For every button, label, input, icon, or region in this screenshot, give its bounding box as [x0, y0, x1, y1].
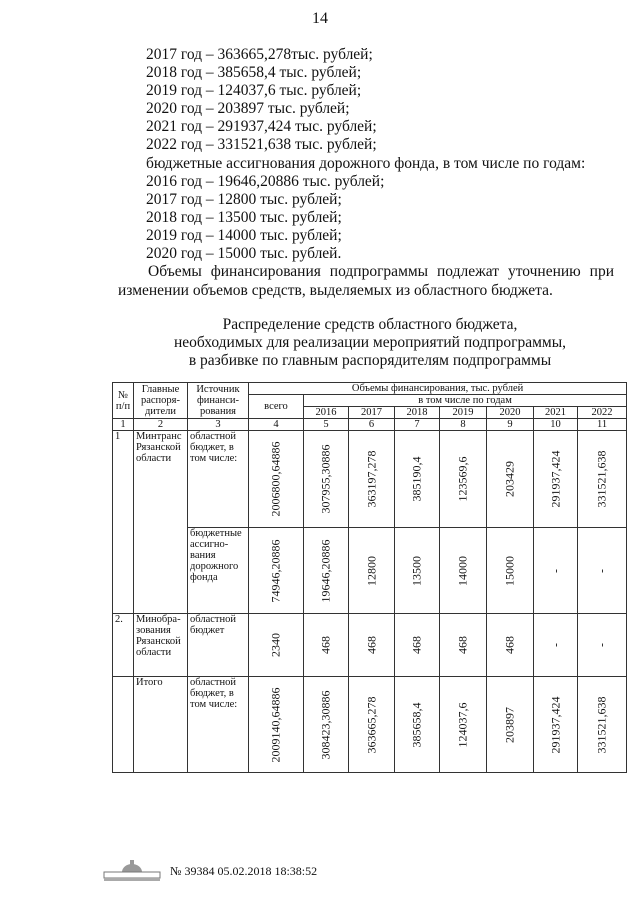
row-value	[249, 677, 304, 773]
title-line: в разбивке по главным распорядителям подпрограммы	[188, 352, 552, 369]
row-value	[349, 431, 395, 528]
funding-line: бюджетные ассигнования дорожного фонда, в том числе по годам:	[146, 154, 586, 172]
value-text: 385190,4	[409, 456, 424, 502]
funding-line: 2020 год – 203897 тыс. рублей;	[146, 100, 350, 118]
value-text: 2009140,64886	[268, 687, 283, 762]
funding-line: 2021 год – 291937,424 тыс. рублей;	[146, 118, 377, 136]
funding-line: 2019 год – 14000 тыс. рублей;	[146, 226, 342, 244]
value-text: 2006800,64886	[268, 441, 283, 517]
row-num	[113, 677, 134, 773]
building-logo-icon	[102, 860, 162, 882]
value-text: -	[594, 643, 609, 647]
column-number: 1	[113, 419, 134, 431]
funding-line: 2022 год – 331521,638 тыс. рублей;	[146, 136, 377, 154]
row-value	[487, 614, 534, 677]
row-value	[534, 677, 578, 773]
row-manager: Минтранс Рязанской области	[134, 431, 188, 614]
header-year: 2020	[487, 407, 534, 419]
row-value	[487, 677, 534, 773]
row-value	[249, 431, 304, 528]
funding-line: 2019 год – 124037,6 тыс. рублей;	[146, 82, 362, 100]
row-value	[440, 431, 487, 528]
page-number: 14	[312, 10, 328, 27]
row-value	[534, 431, 578, 528]
header-year: 2016	[304, 407, 349, 419]
value-text: 363197,278	[364, 450, 378, 508]
value-text: 12800	[364, 555, 378, 586]
footer-stamp	[102, 860, 317, 882]
value-text: 291937,424	[548, 696, 562, 753]
row-manager: Итого	[134, 677, 188, 773]
row-source: бюджетные ассигно-вания дорожного фонда	[188, 528, 249, 614]
row-value	[304, 677, 349, 773]
value-text: 203429	[502, 461, 517, 497]
row-value	[249, 614, 304, 677]
row-num: 1	[113, 431, 134, 614]
header-volumes: Объемы финансирования, тыс. рублей	[249, 383, 627, 395]
row-value	[349, 614, 395, 677]
funding-line: 2017 год – 363665,278тыс. рублей;	[146, 46, 373, 63]
header-year: 2017	[349, 407, 395, 419]
paragraph: Объемы финансирования подпрограммы подлежат уточнению при изменении объемов средств, выделяемых из областного бюджета.	[118, 263, 614, 299]
column-number: 4	[249, 419, 304, 431]
table-title	[100, 316, 640, 370]
table-row	[113, 614, 627, 677]
value-text: 468	[409, 636, 424, 654]
value-text: -	[594, 568, 609, 573]
value-text: 363665,278	[364, 696, 378, 753]
funding-lines	[146, 46, 585, 263]
row-value	[349, 677, 395, 773]
row-num: 2.	[113, 614, 134, 677]
value-text: 2340	[268, 633, 283, 657]
row-value	[395, 677, 440, 773]
value-text: 13500	[409, 555, 424, 586]
row-value	[304, 614, 349, 677]
funding-table	[112, 382, 627, 773]
value-text: 15000	[502, 555, 517, 586]
row-source: областной бюджет, в том числе:	[188, 431, 249, 528]
value-text: 19646,20886	[318, 539, 333, 602]
value-text: 123569,6	[455, 456, 470, 502]
row-value	[395, 614, 440, 677]
column-number: 7	[395, 419, 440, 431]
row-value	[487, 431, 534, 528]
row-value	[487, 528, 534, 614]
value-text: 331521,638	[594, 696, 609, 753]
value-text: 468	[364, 636, 378, 654]
value-text: 203897	[502, 706, 517, 743]
header-num: № п/п	[113, 383, 134, 419]
column-number: 11	[578, 419, 627, 431]
column-number: 3	[188, 419, 249, 431]
value-text: 468	[502, 636, 517, 654]
row-value	[578, 677, 627, 773]
column-number: 6	[349, 419, 395, 431]
row-value	[395, 431, 440, 528]
row-value	[349, 528, 395, 614]
table-row	[113, 677, 627, 773]
value-text: -	[548, 568, 562, 573]
value-text: 385658,4	[409, 702, 424, 747]
header-year: 2018	[395, 407, 440, 419]
value-text: 331521,638	[594, 450, 609, 508]
row-value	[578, 528, 627, 614]
row-value	[304, 528, 349, 614]
header-total: всего	[249, 395, 304, 419]
funding-line: 2016 год – 19646,20886 тыс. рублей;	[146, 172, 385, 190]
value-text: 308423,30886	[318, 690, 333, 759]
value-text: 14000	[455, 555, 470, 586]
funding-line: 2018 год – 385658,4 тыс. рублей;	[146, 64, 362, 82]
value-text: 124037,6	[455, 702, 470, 747]
header-source: Источник финанси-рования	[188, 383, 249, 419]
value-text: 307955,30886	[318, 444, 333, 514]
header-manager: Главные распоря-дители	[134, 383, 188, 419]
row-value	[578, 431, 627, 528]
funding-line: 2017 год – 12800 тыс. рублей;	[146, 190, 342, 208]
title-line: Распределение средств областного бюджета,	[222, 316, 518, 333]
funding-line: 2020 год – 15000 тыс. рублей.	[146, 245, 342, 263]
row-value	[534, 614, 578, 677]
row-source: областной бюджет	[188, 614, 249, 677]
row-value	[440, 528, 487, 614]
row-value	[304, 431, 349, 528]
registration-stamp: № 39384 05.02.2018 18:38:52	[170, 863, 318, 878]
header-year: 2021	[534, 407, 578, 419]
value-text: 291937,424	[548, 450, 562, 508]
row-value	[440, 677, 487, 773]
row-value	[395, 528, 440, 614]
column-number: 9	[487, 419, 534, 431]
column-number: 5	[304, 419, 349, 431]
table-row	[113, 431, 627, 528]
table-row	[113, 528, 627, 614]
row-value	[578, 614, 627, 677]
value-text: -	[548, 643, 562, 647]
column-number: 10	[534, 419, 578, 431]
header-by-years: в том числе по годам	[304, 395, 627, 407]
value-text: 468	[455, 636, 470, 654]
funding-line: 2018 год – 13500 тыс. рублей;	[146, 208, 342, 226]
row-value	[440, 614, 487, 677]
column-number: 8	[440, 419, 487, 431]
column-number: 2	[134, 419, 188, 431]
row-value	[249, 528, 304, 614]
header-year: 2022	[578, 407, 627, 419]
row-value	[534, 528, 578, 614]
value-text: 74946,20886	[268, 539, 283, 602]
value-text: 468	[318, 636, 333, 654]
row-manager: Минобра-зования Рязанской области	[134, 614, 188, 677]
title-line: необходимых для реализации мероприятий подпрограммы,	[173, 334, 567, 351]
header-year: 2019	[440, 407, 487, 419]
row-source: областной бюджет, в том числе:	[188, 677, 249, 773]
